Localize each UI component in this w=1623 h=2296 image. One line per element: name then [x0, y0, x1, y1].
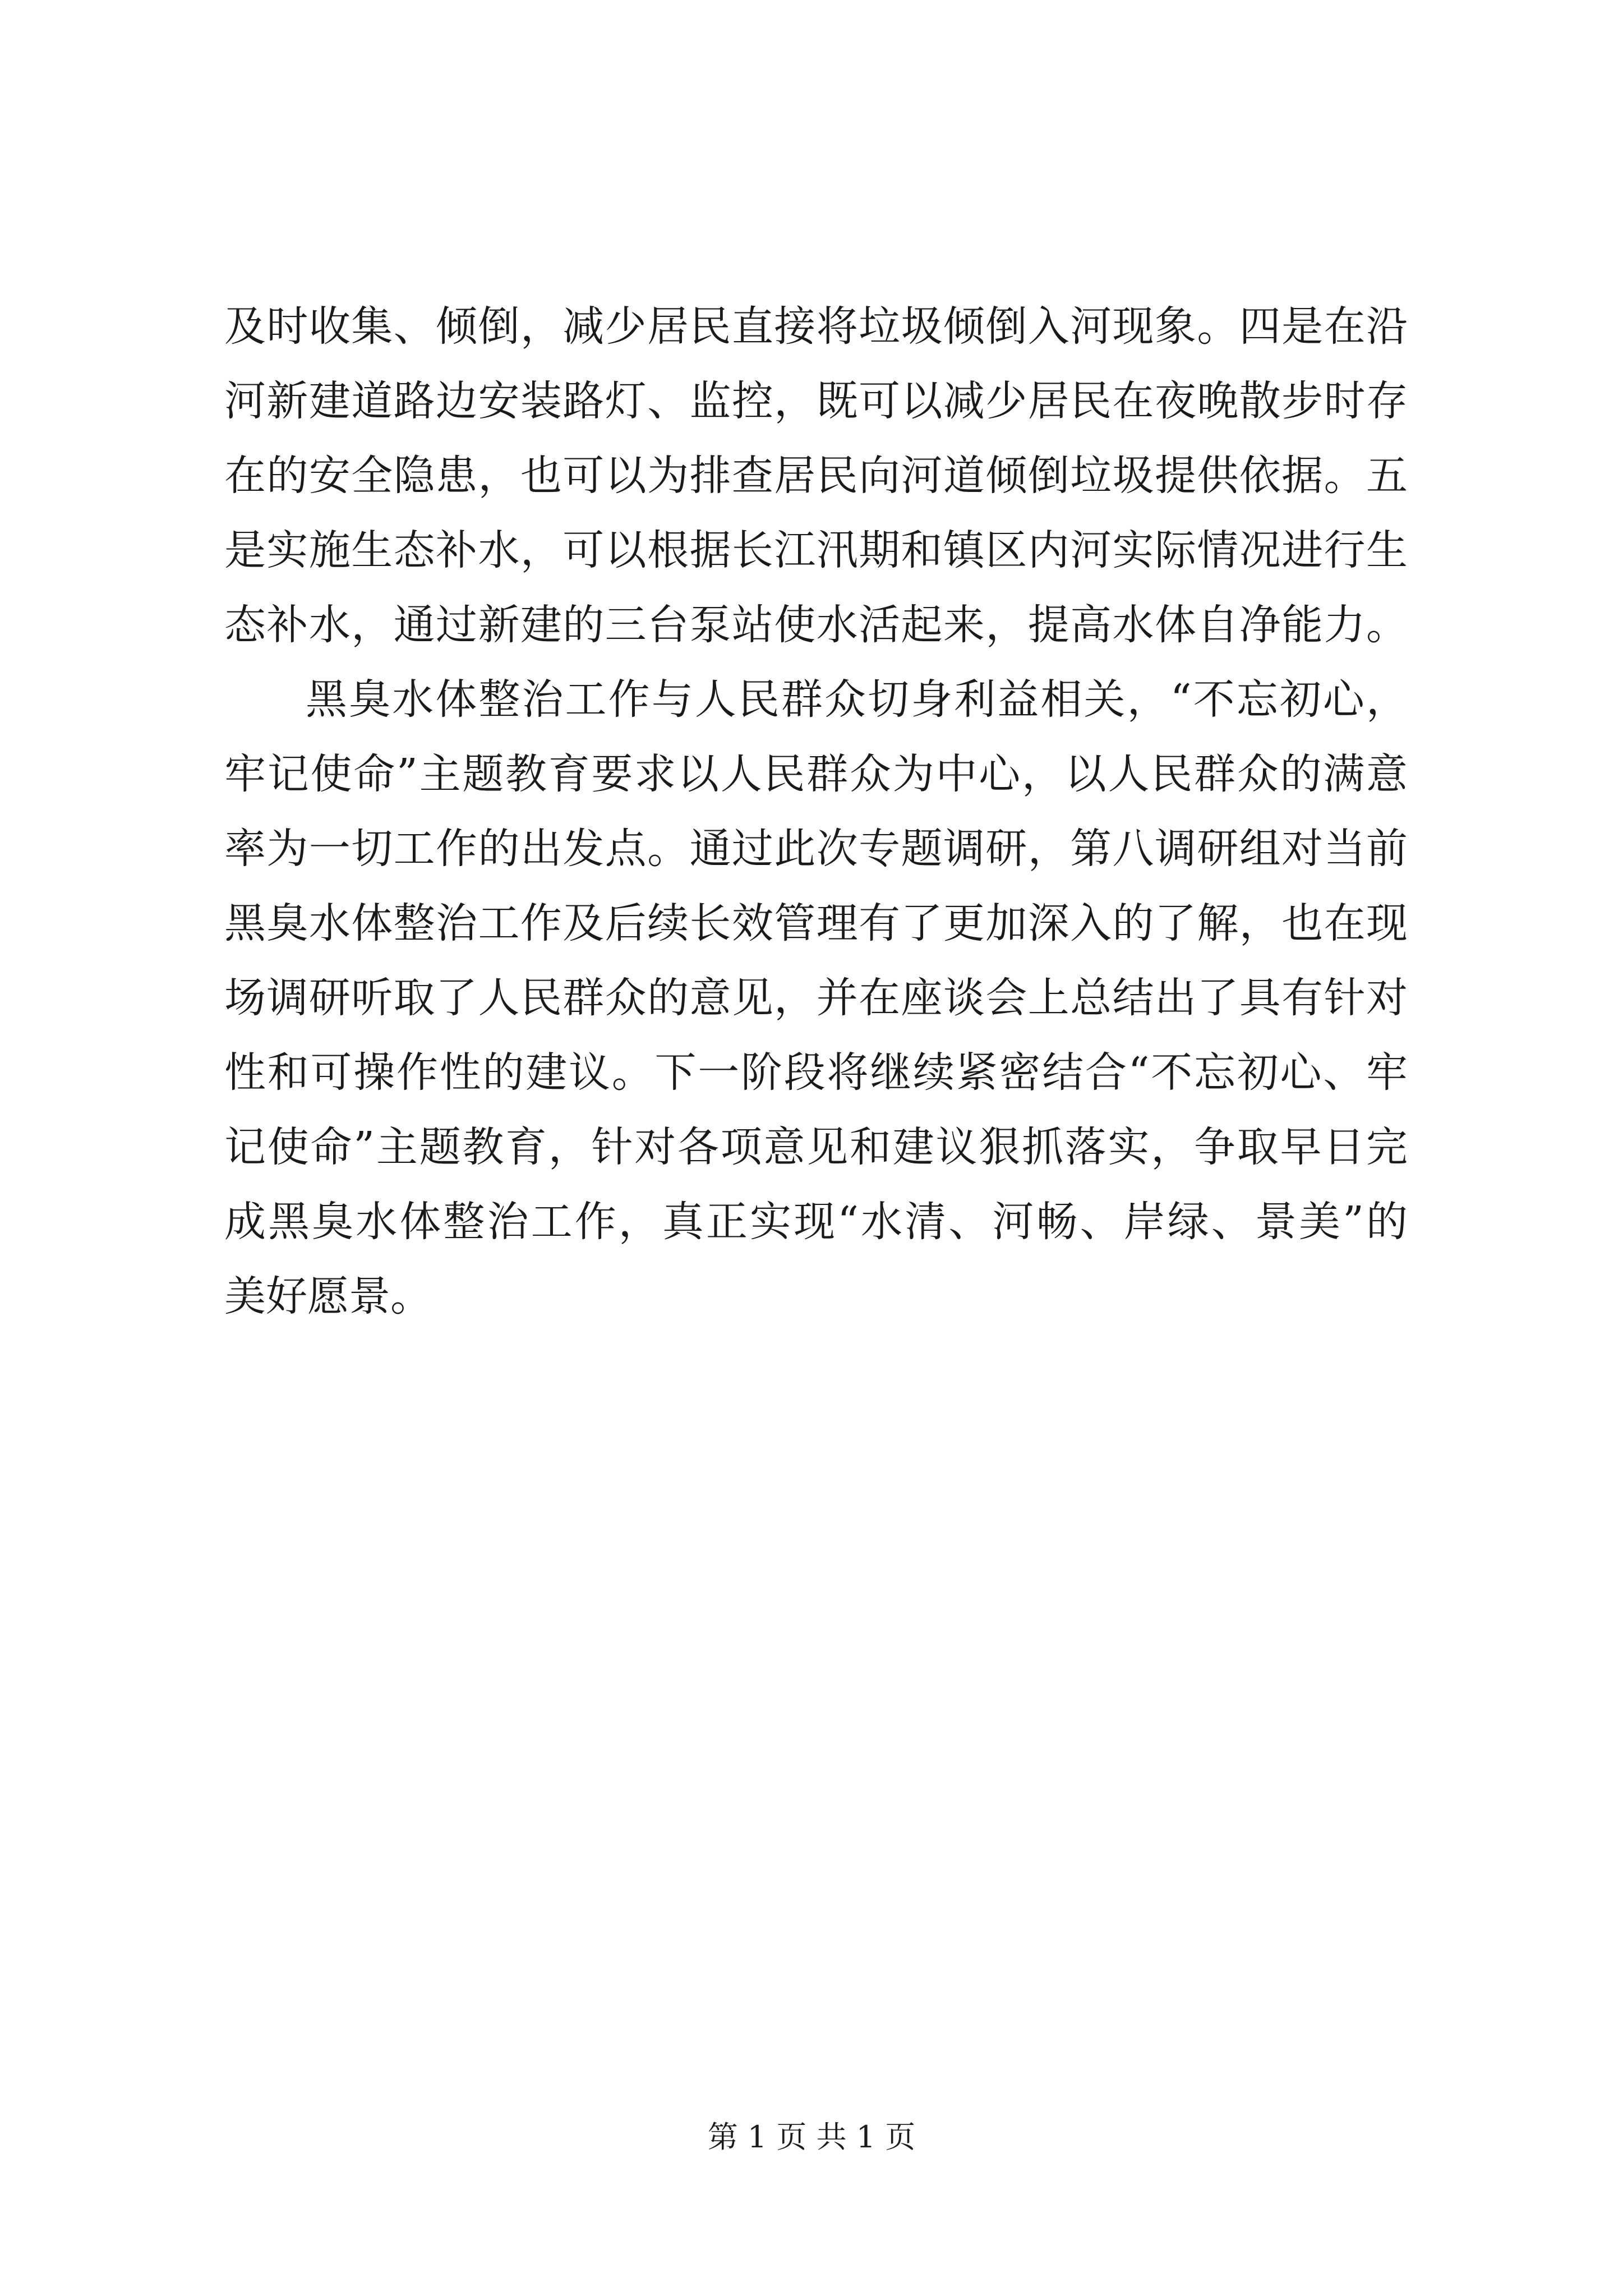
- paragraph-line: 场调研听取了人民群众的意见，并在座谈会上总结出了具有针对: [224, 974, 1408, 1022]
- paragraph-line: 率为一切工作的出发点。通过此次专题调研，第八调研组对当前: [224, 825, 1408, 873]
- paragraph-line: 性和可操作性的建议。下一阶段将继续紧密结合“不忘初心、牢: [224, 1048, 1408, 1097]
- paragraph-line: 在的安全隐患，也可以为排查居民向河道倾倒垃圾提供依据。五: [224, 452, 1408, 500]
- paragraph-line: 成黑臭水体整治工作，真正实现“水清、河畅、岸绿、景美”的: [224, 1198, 1408, 1246]
- paragraph-line: 黑臭水体整治工作与人民群众切身利益相关，“不忘初心，: [306, 675, 1408, 724]
- paragraph-line: 是实施生态补水，可以根据长江汛期和镇区内河实际情况进行生: [224, 526, 1408, 574]
- paragraph-line: 态补水，通过新建的三台泵站使水活起来，提高水体自净能力。: [224, 601, 1408, 649]
- paragraph-line: 河新建道路边安装路灯、监控，既可以减少居民在夜晚散步时存: [224, 377, 1408, 425]
- paragraph-line: 记使命”主题教育，针对各项意见和建议狠抓落实，争取早日完: [224, 1123, 1408, 1171]
- page-number-footer: 第 1 页 共 1 页: [707, 2119, 916, 2155]
- paragraph-line: 美好愿景。: [224, 1272, 432, 1320]
- paragraph-line: 黑臭水体整治工作及后续长效管理有了更加深入的了解，也在现: [224, 899, 1408, 947]
- paragraph-line: 牢记使命”主题教育要求以人民群众为中心，以人民群众的满意: [224, 750, 1408, 798]
- paragraph-line: 及时收集、倾倒，减少居民直接将垃圾倾倒入河现象。四是在沿: [224, 302, 1408, 351]
